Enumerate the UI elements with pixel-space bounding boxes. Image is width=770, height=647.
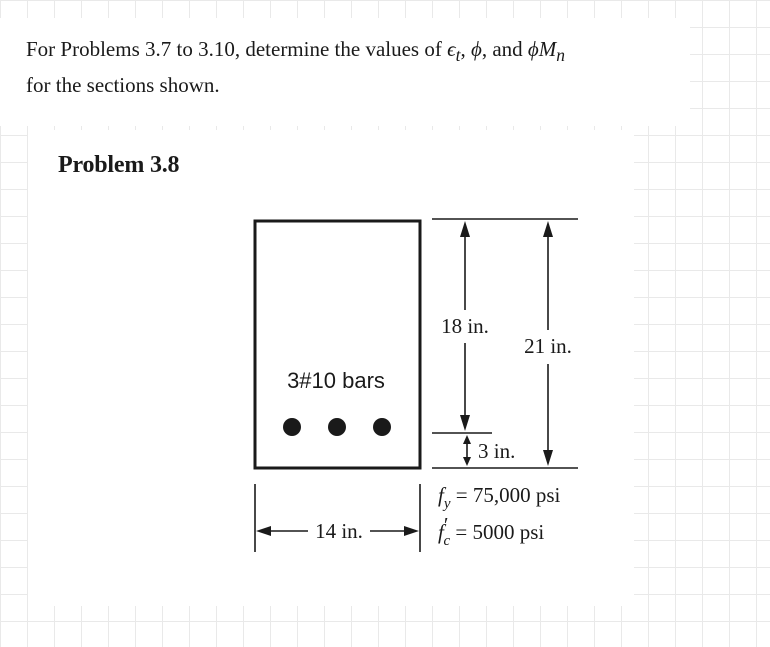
rebar-group — [283, 418, 391, 436]
question-lead: For Problems 3.7 to 3.10, determine the values of — [26, 37, 448, 61]
rebar-dot — [373, 418, 391, 436]
arrowhead-icon — [460, 415, 470, 431]
cover-dimension — [463, 435, 515, 466]
question-tail: for the sections shown. — [26, 73, 220, 98]
total-height-dimension — [524, 221, 572, 466]
question-separator: , — [460, 37, 471, 61]
arrowhead-icon — [256, 526, 271, 536]
fc-label: f′ c = 5000 psi — [438, 513, 545, 549]
problem-title: Problem 3.8 — [58, 152, 180, 178]
width-label: 14 in. — [315, 519, 363, 543]
bars-label: 3#10 bars — [287, 368, 385, 393]
epsilon-subscript: t — [455, 45, 461, 66]
arrowhead-icon — [463, 457, 471, 466]
arrowhead-icon — [543, 221, 553, 237]
width-dimension — [255, 484, 420, 552]
effective-depth-dimension — [441, 221, 489, 431]
fy-label: $f_y = 75,000$ psi — [438, 483, 561, 512]
rebar-dot — [283, 418, 301, 436]
phi-mn-symbol: ϕM — [527, 37, 557, 61]
effective-depth-label: 18 in. — [441, 314, 489, 338]
arrowhead-icon — [463, 435, 471, 444]
question-separator: , and — [481, 37, 528, 61]
arrowhead-icon — [460, 221, 470, 237]
arrowhead-icon — [543, 450, 553, 466]
epsilon-symbol: ϵ — [447, 37, 456, 61]
rebar-dot — [328, 418, 346, 436]
total-height-label: 21 in. — [524, 334, 572, 358]
cover-label: 3 in. — [478, 439, 516, 463]
arrowhead-icon — [404, 526, 419, 536]
phi-symbol: ϕ — [470, 37, 482, 61]
phi-mn-subscript: n — [556, 45, 566, 66]
